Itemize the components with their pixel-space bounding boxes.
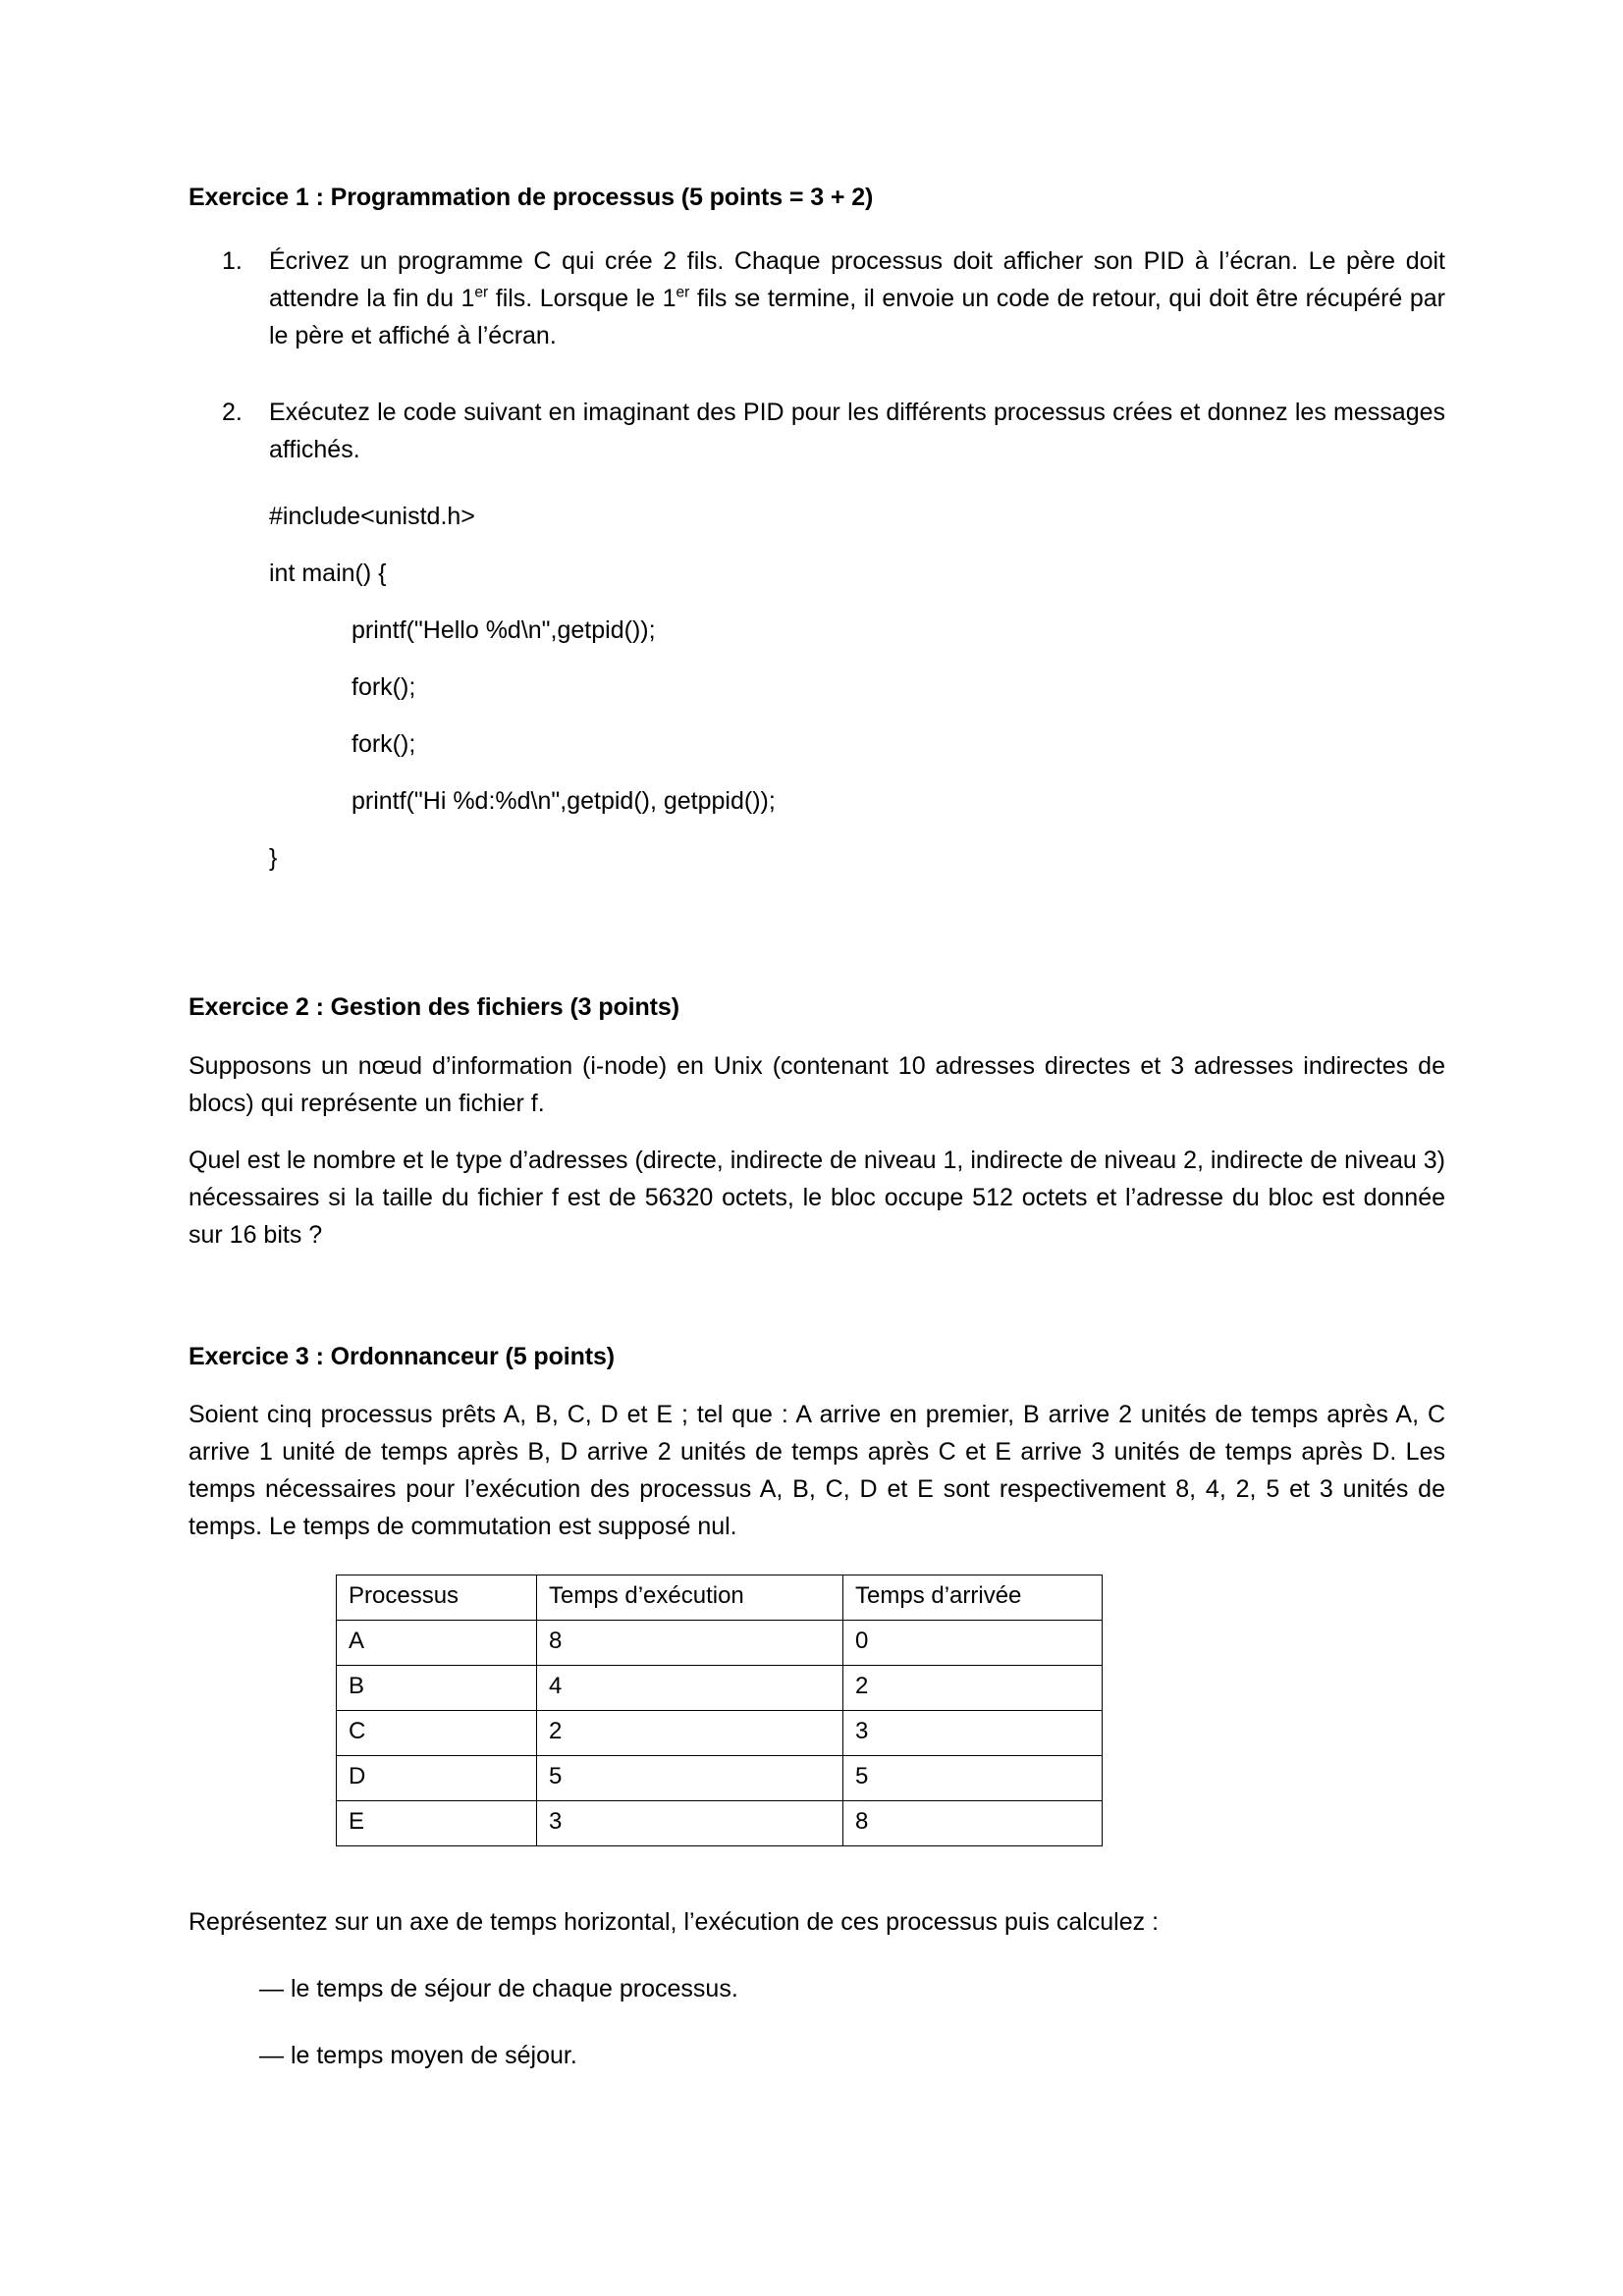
scheduling-table	[336, 1575, 1103, 1846]
spacer	[189, 706, 1445, 725]
table-cell-process: D	[337, 1755, 537, 1800]
list-item-text-part-3: fils se termine, il envoie un code de retour, qui doit être récupéré par le père et affiché à l’écran.	[269, 285, 1445, 350]
spacer	[189, 2007, 1445, 2037]
table-cell-execution-time: 2	[537, 1710, 843, 1755]
code-line: fork();	[352, 730, 416, 759]
spacer	[189, 354, 1445, 394]
list-item-text: Exécutez le code suivant en imaginant des PID pour les différents processus crées et donnez les messages affichés.	[269, 399, 1445, 464]
exercise-2-paragraph-2: Quel est le nombre et le type d’adresses (directe, indirecte de niveau 1, indirecte de niveau 2, indirecte de niveau 3) nécessaires si la taille du fichier f est de 56320 octets, le bloc occupe 512 octets et l’adresse du bloc est donnée sur 16 bits ?	[189, 1146, 1445, 1249]
table-cell-arrival-time: 5	[843, 1755, 1103, 1800]
table-cell-execution-time: 5	[537, 1755, 843, 1800]
spacer	[189, 820, 1445, 839]
list-item	[189, 394, 1445, 468]
table-cell-process: E	[337, 1800, 537, 1845]
code-line: printf("Hi %d:%d\n",getpid(), getppid());	[352, 787, 776, 816]
table-cell-execution-time: 3	[537, 1800, 843, 1845]
spacer	[189, 649, 1445, 668]
list-item-text-part-1: Écrivez un programme C qui crée 2 fils. Chaque processus doit afficher son PID à l’écran. Le père doit attendre la fin du 1	[269, 247, 1445, 313]
spacer	[189, 1372, 1445, 1396]
code-line: #include<unistd.h>	[269, 503, 475, 531]
table-cell-process: C	[337, 1710, 537, 1755]
code-line: printf("Hello %d\n",getpid());	[352, 616, 656, 645]
table-header-cell-processus: Processus	[337, 1575, 537, 1620]
code-line: }	[269, 844, 278, 873]
spacer	[189, 1318, 1445, 1342]
spacer	[189, 1941, 1445, 1970]
ordinal-suffix-first: er	[474, 284, 489, 301]
table-row	[337, 1710, 1103, 1755]
ordinal-suffix-second: er	[676, 284, 690, 301]
list-item	[189, 242, 1445, 354]
table-cell-arrival-time: 3	[843, 1710, 1103, 1755]
table-row	[337, 1755, 1103, 1800]
spacer	[189, 535, 1445, 555]
spacer	[189, 1024, 1445, 1047]
table-cell-process: B	[337, 1665, 537, 1710]
spacer	[189, 1846, 1445, 1903]
exercise-3-bullet-2: — le temps moyen de séjour.	[259, 2041, 577, 2069]
table-header-cell-arrival-time: Temps d’arrivée	[843, 1575, 1103, 1620]
exercise-3-paragraph-1: Soient cinq processus prêts A, B, C, D et E ; tel que : A arrive en premier, B arrive 2 unités de temps après A, C arrive 1 unité de temps après B, D arrive 2 unités de temps après C et E arrive 3 unités de temps après D. Les temps nécessaires pour l’exécution des processus A, B, C, D et E sont respectivement 8, 4, 2, 5 et 3 unités de temps. Le temps de commutation est supposé nul.	[189, 1400, 1445, 1540]
spacer	[189, 1122, 1445, 1142]
spacer	[189, 877, 1445, 941]
spacer	[189, 213, 1445, 242]
spacer	[189, 1254, 1445, 1318]
list-marker: 2.	[222, 399, 243, 427]
spacer	[189, 1545, 1445, 1575]
exercise-2-paragraph-1: Supposons un nœud d’information (i-node) en Unix (contenant 10 adresses directes et 3 adresses indirectes de blocs) qui représente un fichier f.	[189, 1051, 1445, 1117]
exercise-3-paragraph-2: Représentez sur un axe de temps horizontal, l’exécution de ces processus puis calculez :	[189, 1907, 1160, 1936]
list-marker: 1.	[222, 247, 243, 276]
table-cell-arrival-time: 2	[843, 1665, 1103, 1710]
table-cell-execution-time: 4	[537, 1665, 843, 1710]
table-row	[337, 1620, 1103, 1665]
spacer	[189, 592, 1445, 612]
table-row	[337, 1800, 1103, 1845]
table-cell-execution-time: 8	[537, 1620, 843, 1665]
exercise-2-title: Exercice 2 : Gestion des fichiers (3 points)	[189, 993, 679, 1022]
document-content	[189, 183, 1445, 2074]
table-header-cell-execution-time: Temps d’exécution	[537, 1575, 843, 1620]
table-header-row	[337, 1575, 1103, 1620]
exercise-3-title: Exercice 3 : Ordonnanceur (5 points)	[189, 1342, 616, 1370]
table-cell-arrival-time: 8	[843, 1800, 1103, 1845]
table-cell-process: A	[337, 1620, 537, 1665]
exercise-1-title: Exercice 1 : Programmation de processus (5 points = 3 + 2)	[189, 184, 874, 211]
code-line: int main() {	[269, 560, 387, 588]
table-cell-arrival-time: 0	[843, 1620, 1103, 1665]
spacer	[189, 941, 1445, 992]
exercise-3-bullet-1: — le temps de séjour de chaque processus.	[259, 1974, 738, 2002]
table-row	[337, 1665, 1103, 1710]
list-item-text-part-2: fils. Lorsque le 1	[488, 285, 676, 313]
spacer	[189, 468, 1445, 498]
scheduling-table-container	[189, 1575, 1445, 1846]
spacer	[189, 763, 1445, 782]
exercise-1-question-list	[189, 242, 1445, 468]
code-line: fork();	[352, 673, 416, 702]
code-block	[189, 498, 1445, 877]
